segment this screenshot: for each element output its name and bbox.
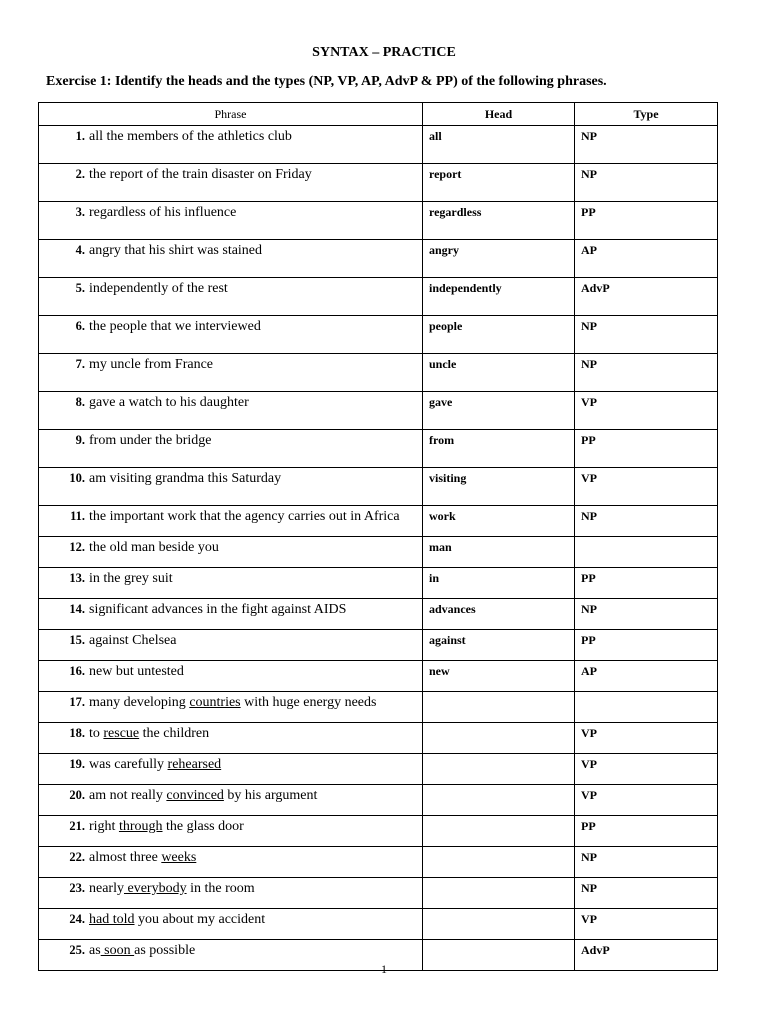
phrase-fragment: the glass door — [162, 819, 244, 834]
head-cell — [423, 847, 575, 878]
phrase-cell — [39, 661, 423, 692]
head-cell: visiting — [423, 468, 575, 506]
table-row — [39, 878, 718, 909]
phrase-text — [85, 164, 312, 183]
phrase-text — [85, 202, 236, 221]
phrase-fragment: am visiting grandma this Saturday — [89, 471, 282, 486]
phrase-fragment: from under the bridge — [89, 433, 212, 448]
phrase-cell — [39, 599, 423, 630]
row-number: 22. — [69, 850, 85, 864]
phrase-text — [85, 692, 376, 711]
table-row — [39, 392, 718, 430]
phrase-fragment: the old man beside you — [89, 540, 219, 555]
type-cell: AP — [575, 661, 718, 692]
phrase-cell — [39, 240, 423, 278]
phrase-fragment: significant advances in the fight against AIDS — [89, 602, 347, 617]
phrase-fragment: in the room — [186, 881, 255, 896]
phrase-cell — [39, 723, 423, 754]
head-cell: new — [423, 661, 575, 692]
head-cell: people — [423, 316, 575, 354]
type-cell: AdvP — [575, 940, 718, 971]
phrase-cell — [39, 316, 423, 354]
phrase-fragment: angry that his shirt was stained — [89, 243, 263, 258]
head-cell: regardless — [423, 202, 575, 240]
phrase-fragment: am not really — [89, 788, 167, 803]
table-row — [39, 354, 718, 392]
row-number: 5. — [75, 281, 85, 295]
phrase-text — [85, 878, 255, 897]
type-cell: VP — [575, 468, 718, 506]
row-number: 16. — [69, 664, 85, 678]
head-cell: independently — [423, 278, 575, 316]
phrase-fragment: the report of the train disaster on Friday — [89, 167, 312, 182]
phrase-cell — [39, 754, 423, 785]
row-number: 20. — [69, 788, 85, 802]
head-cell: from — [423, 430, 575, 468]
table-row — [39, 278, 718, 316]
phrase-text — [85, 506, 400, 525]
table-row — [39, 468, 718, 506]
phrase-cell — [39, 468, 423, 506]
document-title: SYNTAX – PRACTICE — [312, 45, 456, 60]
row-number: 10. — [69, 471, 85, 485]
phrase-fragment: in the grey suit — [89, 571, 173, 586]
table-row — [39, 568, 718, 599]
row-number: 23. — [69, 881, 85, 895]
table-row — [39, 785, 718, 816]
type-cell: PP — [575, 816, 718, 847]
head-cell: gave — [423, 392, 575, 430]
head-cell — [423, 785, 575, 816]
underlined-head-word: rehearsed — [167, 757, 222, 772]
phrase-fragment: right — [89, 819, 119, 834]
head-cell — [423, 816, 575, 847]
phrase-fragment: independently of the rest — [89, 281, 228, 296]
underlined-head-word: weeks — [161, 850, 197, 865]
type-cell: NP — [575, 354, 718, 392]
phrase-cell — [39, 568, 423, 599]
type-cell: VP — [575, 754, 718, 785]
row-number: 21. — [69, 819, 85, 833]
phrase-text — [85, 599, 346, 618]
table-row — [39, 316, 718, 354]
table-row — [39, 506, 718, 537]
phrase-cell — [39, 278, 423, 316]
type-cell: NP — [575, 506, 718, 537]
head-cell: uncle — [423, 354, 575, 392]
row-number: 25. — [69, 943, 85, 957]
phrase-fragment: against Chelsea — [89, 633, 177, 648]
row-number: 19. — [69, 757, 85, 771]
phrase-fragment: many developing — [89, 695, 190, 710]
phrase-table — [38, 102, 718, 971]
head-cell: all — [423, 126, 575, 164]
head-cell: angry — [423, 240, 575, 278]
phrase-fragment: by his argument — [223, 788, 318, 803]
phrase-fragment: the important work that the agency carries out in Africa — [89, 509, 400, 524]
phrase-cell — [39, 506, 423, 537]
column-header-type: Type — [575, 103, 718, 126]
phrase-text — [85, 847, 196, 866]
type-cell: NP — [575, 847, 718, 878]
table-row — [39, 816, 718, 847]
phrase-text — [85, 316, 261, 335]
row-number: 14. — [69, 602, 85, 616]
phrase-text — [85, 661, 184, 680]
head-cell — [423, 692, 575, 723]
phrase-fragment: the people that we interviewed — [89, 319, 261, 334]
row-number: 8. — [75, 395, 85, 409]
type-cell: AP — [575, 240, 718, 278]
table-body — [39, 126, 718, 971]
phrase-text — [85, 240, 262, 259]
phrase-fragment: my uncle from France — [89, 357, 214, 372]
type-cell: NP — [575, 599, 718, 630]
phrase-fragment: new but untested — [89, 664, 184, 679]
page-number: 1 — [381, 962, 387, 976]
head-cell: work — [423, 506, 575, 537]
phrase-cell — [39, 816, 423, 847]
table-row — [39, 847, 718, 878]
underlined-head-word: through — [118, 819, 163, 834]
row-number: 15. — [69, 633, 85, 647]
phrase-text — [85, 909, 265, 928]
phrase-cell — [39, 354, 423, 392]
type-cell: VP — [575, 785, 718, 816]
head-cell — [423, 754, 575, 785]
phrase-cell — [39, 202, 423, 240]
phrase-text — [85, 354, 213, 373]
row-number: 2. — [75, 167, 85, 181]
type-cell: PP — [575, 630, 718, 661]
row-number: 4. — [75, 243, 85, 257]
type-cell: PP — [575, 202, 718, 240]
phrase-text — [85, 940, 195, 959]
type-cell: PP — [575, 430, 718, 468]
underlined-head-word: soon — [100, 943, 135, 958]
phrase-cell — [39, 537, 423, 568]
row-number: 6. — [75, 319, 85, 333]
column-header-head: Head — [423, 103, 575, 126]
underlined-head-word: rescue — [103, 726, 140, 741]
phrase-cell — [39, 692, 423, 723]
table-row — [39, 692, 718, 723]
underlined-head-word: countries — [189, 695, 241, 710]
phrase-fragment: to — [89, 726, 104, 741]
phrase-fragment: as possible — [134, 943, 196, 958]
phrase-fragment: all the members of the athletics club — [89, 129, 292, 144]
type-cell: AdvP — [575, 278, 718, 316]
underlined-head-word: had told — [89, 912, 135, 927]
row-number: 11. — [70, 509, 85, 523]
phrase-cell — [39, 126, 423, 164]
phrase-cell — [39, 878, 423, 909]
row-number: 12. — [69, 540, 85, 554]
head-cell — [423, 909, 575, 940]
phrase-text — [85, 723, 209, 742]
table-row — [39, 599, 718, 630]
type-cell: NP — [575, 878, 718, 909]
phrase-text — [85, 468, 281, 487]
type-cell — [575, 692, 718, 723]
phrase-text — [85, 126, 292, 145]
type-cell: VP — [575, 392, 718, 430]
phrase-text — [85, 537, 219, 556]
head-cell: advances — [423, 599, 575, 630]
phrase-text — [85, 278, 228, 297]
phrase-cell — [39, 847, 423, 878]
table-row — [39, 661, 718, 692]
phrase-fragment: regardless of his influence — [89, 205, 237, 220]
phrase-text — [85, 430, 211, 449]
head-cell — [423, 723, 575, 754]
phrase-text — [85, 816, 244, 835]
type-cell: VP — [575, 723, 718, 754]
type-cell: PP — [575, 568, 718, 599]
row-number: 7. — [75, 357, 85, 371]
head-cell — [423, 878, 575, 909]
phrase-text — [85, 568, 173, 587]
phrase-fragment: was carefully — [89, 757, 168, 772]
phrase-fragment: almost three — [89, 850, 162, 865]
phrase-cell — [39, 430, 423, 468]
column-header-phrase: Phrase — [39, 103, 423, 126]
type-cell: NP — [575, 316, 718, 354]
phrase-fragment: nearly — [89, 881, 124, 896]
table-row — [39, 164, 718, 202]
table-row — [39, 202, 718, 240]
type-cell: NP — [575, 126, 718, 164]
table-row — [39, 630, 718, 661]
row-number: 18. — [69, 726, 85, 740]
row-number: 17. — [69, 695, 85, 709]
underlined-head-word: convinced — [166, 788, 224, 803]
row-number: 1. — [75, 129, 85, 143]
table-row — [39, 909, 718, 940]
table-row — [39, 537, 718, 568]
row-number: 13. — [69, 571, 85, 585]
type-cell: VP — [575, 909, 718, 940]
phrase-text — [85, 630, 176, 649]
table-row — [39, 126, 718, 164]
head-cell: man — [423, 537, 575, 568]
table-row — [39, 240, 718, 278]
underlined-head-word: everybody — [123, 881, 187, 896]
exercise-instructions: Exercise 1: Identify the heads and the types (NP, VP, AP, AdvP & PP) of the following phrases. — [46, 74, 607, 89]
row-number: 3. — [75, 205, 85, 219]
phrase-fragment: the children — [139, 726, 210, 741]
phrase-text — [85, 754, 221, 773]
phrase-cell — [39, 630, 423, 661]
head-cell: report — [423, 164, 575, 202]
phrase-cell — [39, 392, 423, 430]
phrase-fragment: with huge energy needs — [240, 695, 377, 710]
phrase-fragment: gave a watch to his daughter — [89, 395, 249, 410]
phrase-fragment: you about my accident — [134, 912, 266, 927]
type-cell: NP — [575, 164, 718, 202]
table-row — [39, 723, 718, 754]
table-row — [39, 754, 718, 785]
row-number: 9. — [75, 433, 85, 447]
phrase-cell — [39, 785, 423, 816]
table-header-row — [39, 103, 718, 126]
row-number: 24. — [69, 912, 85, 926]
head-cell: against — [423, 630, 575, 661]
phrase-cell — [39, 909, 423, 940]
phrase-cell — [39, 164, 423, 202]
phrase-text — [85, 392, 249, 411]
head-cell: in — [423, 568, 575, 599]
table-row — [39, 430, 718, 468]
type-cell — [575, 537, 718, 568]
phrase-text — [85, 785, 317, 804]
phrase-fragment: as — [89, 943, 101, 958]
